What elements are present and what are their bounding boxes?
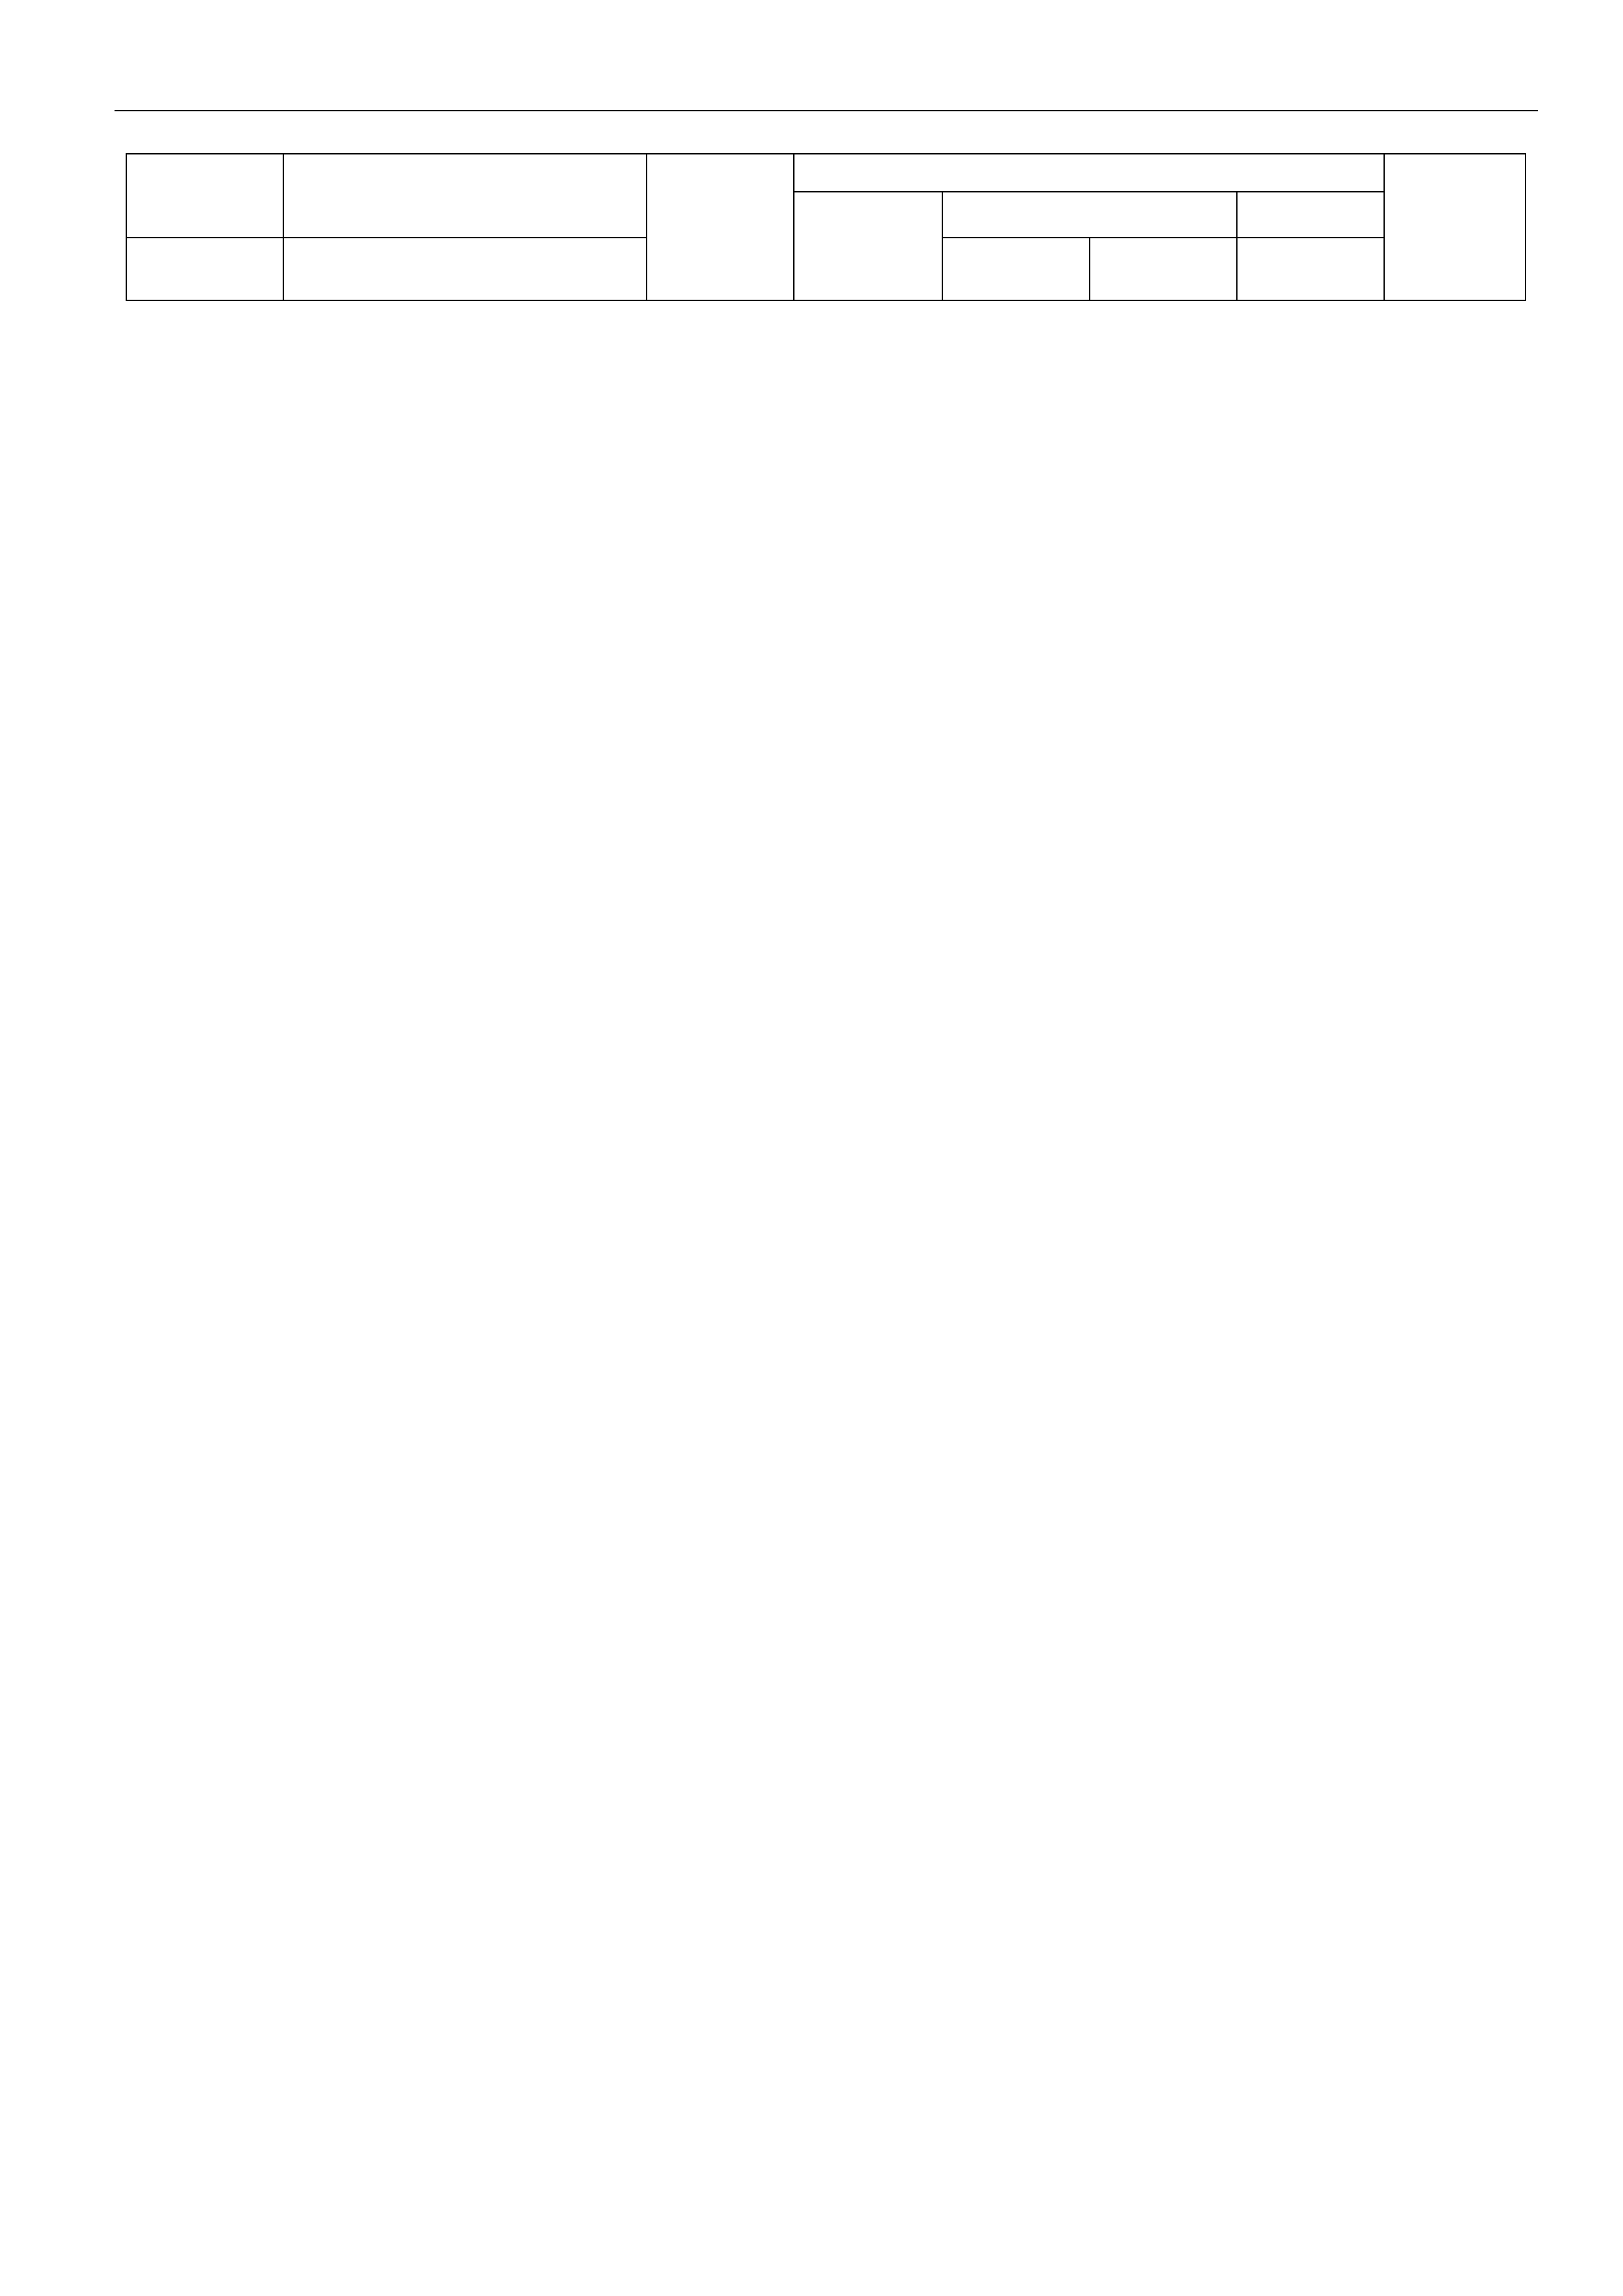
- header-machinist-pay: [1090, 238, 1237, 300]
- header-materials: [1237, 192, 1384, 238]
- header-work-name: [283, 154, 647, 238]
- header-material-consumption: [1237, 238, 1384, 300]
- header-labor-pay: [794, 192, 942, 300]
- header-including: [794, 154, 1384, 192]
- header-machines-total: [942, 238, 1090, 300]
- header-labor-hours: [1384, 154, 1525, 300]
- header-machines: [942, 192, 1237, 238]
- page-header: [115, 73, 1538, 111]
- rates-table: [126, 153, 1526, 337]
- header-rate-numbers: [126, 154, 283, 238]
- header-direct-costs: [647, 154, 794, 300]
- header-material-name: [283, 238, 647, 300]
- column-numbers-row: [126, 300, 1525, 337]
- header-material-codes: [126, 238, 283, 300]
